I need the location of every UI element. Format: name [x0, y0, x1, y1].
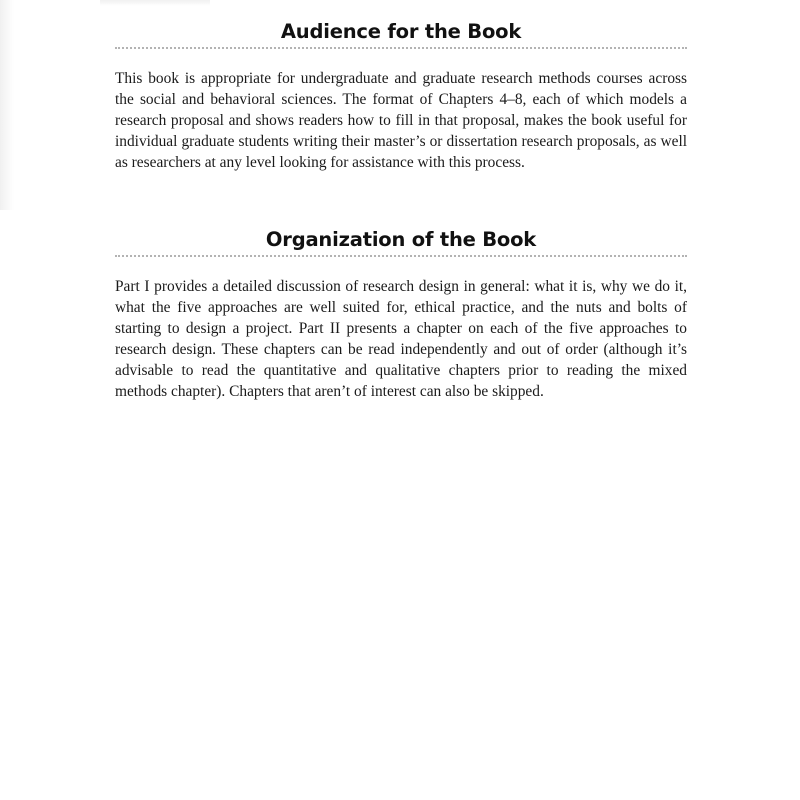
- organization-paragraph: Part I provides a detailed discussion of research design in general: what it is, why we do it, what the five approaches are well suited for, ethical practice, and the nuts and bolts of starting to design a project. Part II presents a chapter on each of the five approaches to research design. These chapters can be read independently and out of order (although it’s advisable to read the quantitative and qualitative chapters prior to reading the mixed methods chapter). Chapters that aren’t of interest can also be skipped.: [115, 278, 687, 400]
- audience-paragraph: This book is appropriate for undergraduate and graduate research methods courses across the social and behavioral sciences. The format of Chapters 4–8, each of which models a research proposal and shows readers how to fill in that proposal, makes the book useful for individual graduate students writing their master’s or dissertation research proposals, as well as researchers at any level looking for assistance with this process.: [115, 70, 687, 171]
- organization-heading: Organization of the Book: [265, 228, 537, 251]
- audience-section: [115, 18, 687, 173]
- organization-section: [115, 226, 687, 402]
- audience-heading: Audience for the Book: [280, 20, 522, 43]
- audience-dotted-rule: [115, 47, 687, 49]
- organization-dotted-rule: [115, 255, 687, 257]
- page-top-shadow: [100, 0, 210, 6]
- page-edge-shadow: [0, 0, 14, 210]
